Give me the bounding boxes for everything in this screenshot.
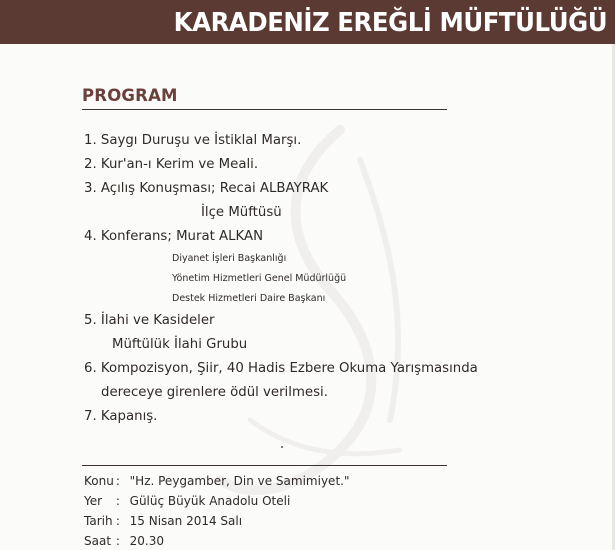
detail-separator: : <box>115 474 120 488</box>
program-item-7: 7. Kapanış. <box>84 409 158 424</box>
program-item-6: 6. Kompozisyon, Şiir, 40 Hadis Ezbere Okuma Yarışmasında <box>84 361 478 376</box>
detail-yer-label: Yer <box>84 494 103 508</box>
program-item-2: 2. Kur'an-ı Kerim ve Meali. <box>84 157 259 172</box>
program-item-5-detail: Müftülük İlahi Grubu <box>112 337 248 352</box>
program-item-4-detail-1: Diyanet İşleri Başkanlığı <box>172 253 287 264</box>
detail-konu <box>84 474 349 488</box>
program-heading: PROGRAM <box>82 86 178 105</box>
program-item-4-detail-2: Yönetim Hizmetleri Genel Müdürlüğü <box>172 273 347 284</box>
detail-tarih-label: Tarih <box>84 514 113 528</box>
detail-separator: : <box>115 494 120 508</box>
detail-konu-label: Konu <box>84 474 114 488</box>
header-title: KARADENİZ EREĞLİ MÜFTÜLÜĞÜ <box>173 8 607 38</box>
detail-saat-value: 20.30 <box>129 534 165 548</box>
detail-saat-label: Saat <box>84 534 112 548</box>
detail-tarih <box>84 514 242 528</box>
detail-yer-value: Gülüç Büyük Anadolu Oteli <box>129 494 291 508</box>
detail-tarih-value: 15 Nisan 2014 Salı <box>129 514 243 528</box>
program-item-4: 4. Konferans; Murat ALKAN <box>84 229 264 244</box>
decorative-dot <box>281 446 283 448</box>
program-item-6-continued: dereceye girenlere ödül verilmesi. <box>101 385 328 400</box>
detail-separator: : <box>115 514 120 528</box>
program-item-1: 1. Saygı Duruşu ve İstiklal Marşı. <box>84 133 302 148</box>
detail-separator: : <box>115 534 120 548</box>
detail-konu-value: "Hz. Peygamber, Din ve Samimiyet." <box>129 474 350 488</box>
header-banner <box>0 0 615 44</box>
heading-divider <box>82 109 447 110</box>
program-item-5: 5. İlahi ve Kasideler <box>84 313 215 328</box>
program-item-3-title: İlçe Müftüsü <box>201 205 282 220</box>
detail-yer <box>84 494 290 508</box>
detail-saat <box>84 534 164 548</box>
program-item-4-detail-3: Destek Hizmetleri Daire Başkanı <box>172 293 326 304</box>
details-divider <box>82 465 447 466</box>
program-item-3: 3. Açılış Konuşması; Recai ALBAYRAK <box>84 181 329 196</box>
